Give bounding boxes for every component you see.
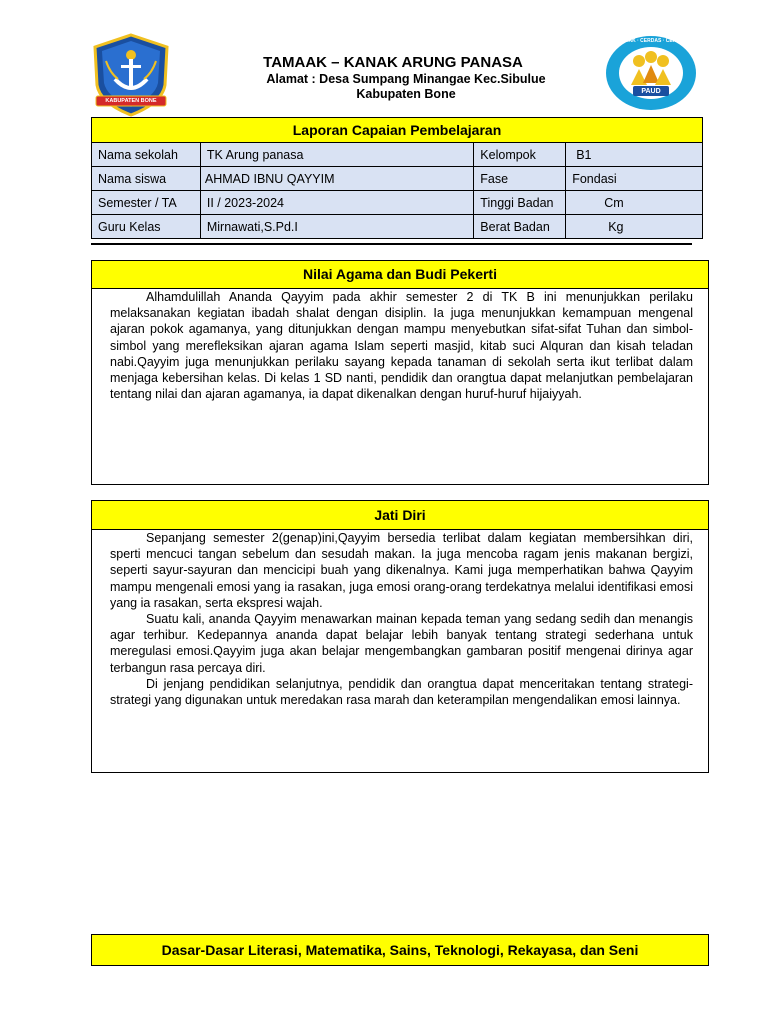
report-title: Laporan Capaian Pembelajaran <box>91 117 703 143</box>
identity-section-body <box>91 530 709 773</box>
value-phase: Fondasi <box>566 167 703 191</box>
literacy-section-title: Dasar-Dasar Literasi, Matematika, Sains, Teknologi, Rekayasa, dan Seni <box>91 934 709 966</box>
table-row <box>92 167 703 191</box>
label-weight: Berat Badan <box>474 215 566 239</box>
student-info-table <box>91 142 703 239</box>
emblem-banner-text: KABUPATEN BONE <box>105 98 157 104</box>
identity-paragraph-3: Di jenjang pendidikan selanjutnya, pendidik dan orangtua dapat menceritakan tentang strategi-strategi yang digunakan untuk meredakan rasa marah dan keterampilan mengendalikan emosi lainnya. <box>110 676 693 708</box>
paud-logo-label: PAUD <box>641 88 661 95</box>
identity-paragraph-2: Suatu kali, ananda Qayyim menawarkan mainan kepada teman yang sedang sedih dan menangis agar terhibur. Kedepannya ananda dapat belajar lebih banyak tentang strategi sederhana untuk meregulasi emosi.Qayyim juga akan belajar mengembangkan gambaran positif mengenai dirinya agar terbangun rasa percaya diri. <box>110 612 693 675</box>
paud-logo-ring-text: AMAK · CERDAS · CERIA <box>620 38 682 44</box>
label-height: Tinggi Badan <box>474 191 566 215</box>
label-phase: Fase <box>474 167 566 191</box>
table-row <box>92 191 703 215</box>
table-row <box>92 215 703 239</box>
identity-section-title: Jati Diri <box>91 500 709 530</box>
school-address: Alamat : Desa Sumpang Minangae Kec.Sibulue <box>266 72 546 86</box>
school-title: TAMAAK – KANAK ARUNG PANASA <box>263 54 523 71</box>
label-student-name: Nama siswa <box>92 167 201 191</box>
value-teacher: Mirnawati,S.Pd.I <box>200 215 473 239</box>
value-student-name: AHMAD IBNU QAYYIM <box>200 167 473 191</box>
religion-section-body <box>91 289 709 485</box>
value-weight: Kg <box>566 215 703 239</box>
value-semester: II / 2023-2024 <box>200 191 473 215</box>
religion-paragraph: Alhamdulillah Ananda Qayyim pada akhir semester 2 di TK B ini menunjukkan perilaku melaksanakan kegiatan ibadah shalat dengan disiplin. Ia juga menunjukkan kemampuan mengenal ajaran pokok agamanya, yang ditunjukkan dengan mampu menyebutkan sifat-sifat Tuhan dan simbol-simbol yang merefleksikan ajaran agama Islam seperti masjid, kitab suci Alquran dan kisah teladan nabi.Qayyim juga menunjukkan perilaku sayang kepada tanaman di sekolah serta ikut terlibat dalam menjaga kebersihan kelas. Di kelas 1 SD nanti, pendidik dan orangtua dapat melanjutkan pembelajaran tentang nilai dan ajaran agamanya, ia dapat dikenalkan dengan huruf-huruf hijaiyyah. <box>110 290 693 402</box>
label-teacher: Guru Kelas <box>92 215 201 239</box>
religion-section-title: Nilai Agama dan Budi Pekerti <box>91 260 709 289</box>
label-group: Kelompok <box>474 143 566 167</box>
table-row <box>92 143 703 167</box>
label-school-name: Nama sekolah <box>92 143 201 167</box>
value-group: B1 <box>566 143 703 167</box>
table-divider <box>91 243 692 245</box>
school-regency: Kabupaten Bone <box>356 87 456 101</box>
identity-paragraph-1: Sepanjang semester 2(genap)ini,Qayyim bersedia terlibat dalam kegiatan membersihkan diri, sperti mencuci tangan sebelum dan sesudah makan. Ia juga mencoba ragam jenis makanan bergizi, seperti sayur-sayuran dan mencicipi buah yang dikenalnya. Kami juga memperhatikan bahwa Qayyim mampu mengenali emosi yang ia rasakan, juga emosi orang-orang terdekatnya melalui identifikasi emosi yang ia rasakan, serta ekspresi wajah. <box>110 531 693 610</box>
label-semester: Semester / TA <box>92 191 201 215</box>
value-school-name: TK Arung panasa <box>200 143 473 167</box>
value-height: Cm <box>566 191 703 215</box>
